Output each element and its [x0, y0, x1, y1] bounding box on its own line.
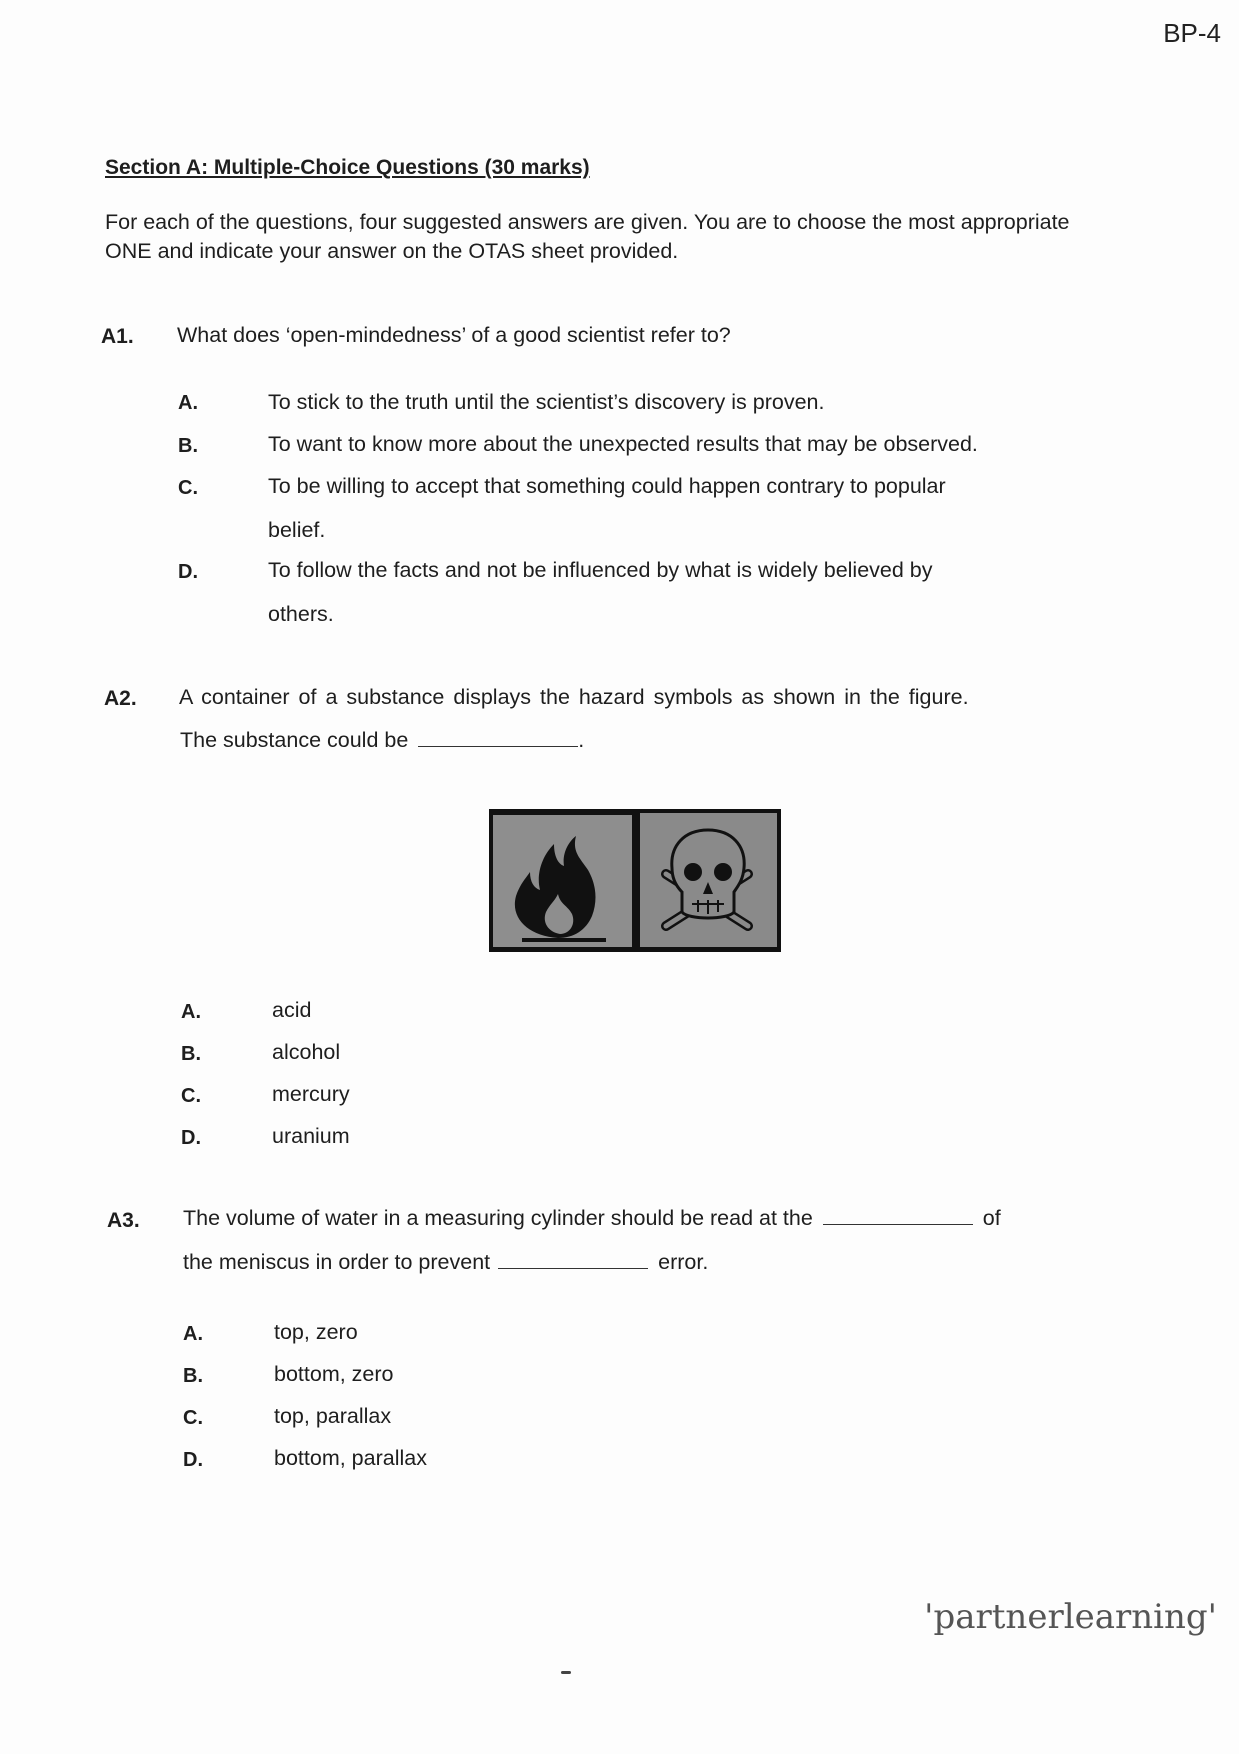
option-letter: B.: [178, 435, 198, 457]
question-text: What does ‘open-mindedness’ of a good scientist refer to?: [177, 323, 731, 347]
question-number: A2.: [104, 687, 137, 710]
option-letter: D.: [178, 561, 198, 583]
option-text: acid: [272, 998, 312, 1022]
question-text-end: of: [982, 1206, 1001, 1230]
question-text: the meniscus in order to prevent: [183, 1250, 491, 1274]
option-letter: D.: [183, 1449, 203, 1471]
option-text: bottom, zero: [274, 1362, 394, 1386]
question-text-end: error.: [658, 1250, 709, 1274]
option-text: top, parallax: [274, 1404, 392, 1428]
option-text-continued: belief.: [268, 518, 326, 542]
option-letter: A.: [183, 1323, 203, 1345]
hazard-symbols-figure: [488, 808, 782, 953]
question-number: A1.: [101, 325, 134, 348]
option-text: alcohol: [272, 1040, 341, 1064]
question-text: The substance could be: [180, 728, 409, 752]
option-text: To be willing to accept that something could happen contrary to popular: [268, 474, 946, 498]
watermark: 'partnerlearning': [924, 1597, 1217, 1637]
question-text: A container of a substance displays the hazard symbols as shown in the figure.: [179, 685, 969, 709]
option-letter: A.: [181, 1001, 201, 1023]
question-text-line1: [183, 1206, 1001, 1231]
option-text: bottom, parallax: [274, 1446, 427, 1470]
option-letter: C.: [183, 1407, 203, 1429]
question-text-line2: [183, 1250, 708, 1275]
section-heading: Section A: Multiple-Choice Questions (30 marks): [105, 156, 590, 179]
option-text: To want to know more about the unexpected results that may be observed.: [268, 432, 978, 456]
option-text: To stick to the truth until the scientist’s discovery is proven.: [268, 390, 825, 414]
option-text: top, zero: [274, 1320, 358, 1344]
option-text-continued: others.: [268, 602, 334, 626]
section-instructions: For each of the questions, four suggested answers are given. You are to choose the most appropriate ONE and indicate your answer on the OTAS sheet provided.: [105, 210, 1070, 263]
option-text: mercury: [272, 1082, 350, 1106]
option-letter: C.: [178, 477, 198, 499]
option-letter: B.: [181, 1043, 201, 1065]
option-letter: B.: [183, 1365, 203, 1387]
option-letter: C.: [181, 1085, 201, 1107]
question-text-line2: [180, 728, 584, 753]
option-text: uranium: [272, 1124, 350, 1148]
option-text: To follow the facts and not be influenced by what is widely believed by: [268, 558, 933, 582]
answer-blank: [418, 730, 578, 747]
page-code: BP-4: [1163, 18, 1221, 48]
question-number: A3.: [107, 1209, 140, 1232]
option-letter: A.: [178, 392, 198, 414]
question-text-end: .: [578, 728, 585, 752]
answer-blank: [498, 1252, 648, 1269]
answer-blank: [823, 1208, 973, 1225]
page-mark: [561, 1671, 571, 1674]
question-text: The volume of water in a measuring cylinder should be read at the: [183, 1206, 813, 1230]
option-letter: D.: [181, 1127, 201, 1149]
